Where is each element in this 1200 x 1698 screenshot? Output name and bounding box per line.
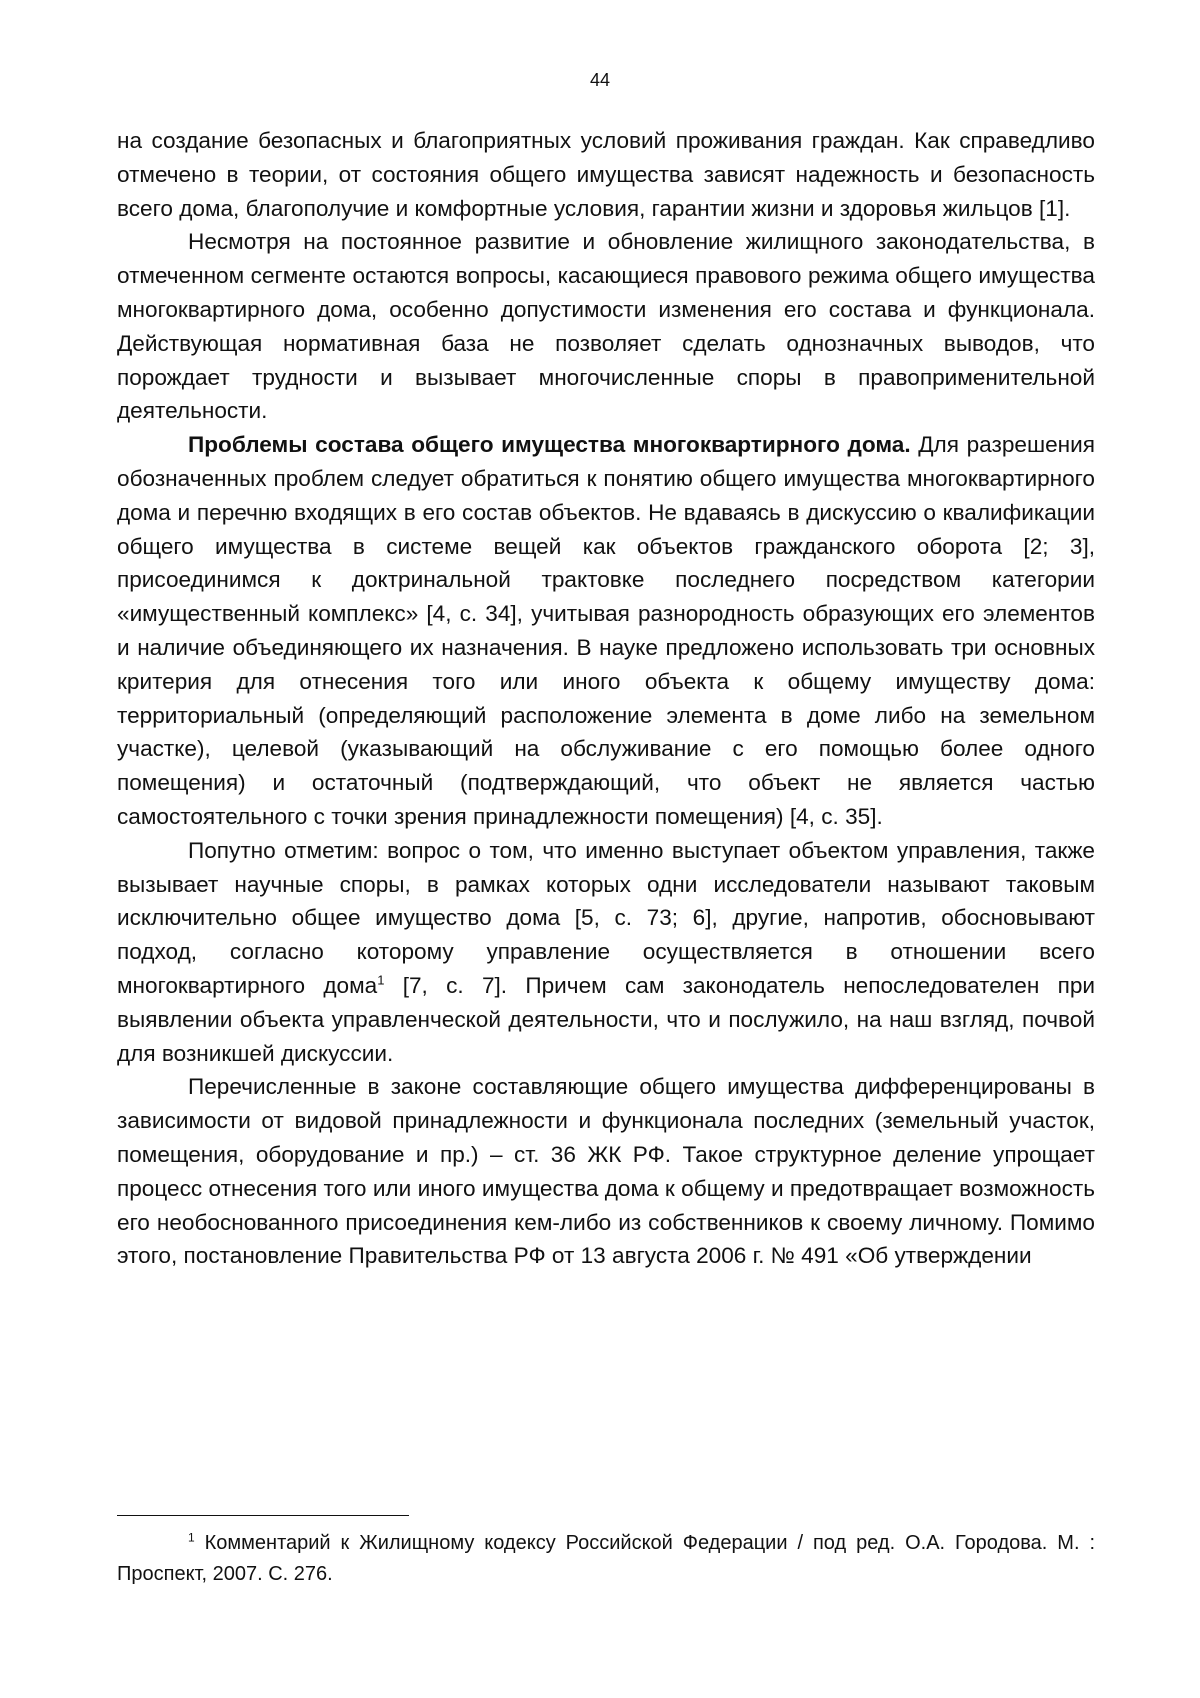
paragraph-4-text-after: [7, с. 7]. Причем сам законодатель непоследователен при выявлении объекта управленческой деятельности, что и послужило, на наш взгляд, почвой для возникшей дискуссии. [117, 972, 1096, 1066]
footnote-text: Комментарий к Жилищному кодексу Российской Федерации / под ред. О.А. Городова. М. : Проспект, 2007. С. 276. [117, 1532, 1095, 1585]
paragraph-4 [117, 834, 1095, 1071]
paragraph-3 [117, 428, 1095, 834]
paragraph-5 [117, 1070, 1095, 1273]
paragraph-1 [117, 124, 1095, 225]
page-number: 44 [589, 70, 611, 90]
paragraph-3-text: Для разрешения обозначенных проблем следует обратиться к понятию общего имущества многоквартирного дома и перечню входящих в его состав объектов. Не вдаваясь в дискуссию о квалификации общего имущества в системе вещей как объектов гражданского оборота [2; 3], присоединимся к доктринальной трактовке последнего посредством категории «имущественный комплекс» [4, с. 34], учитывая разнородность образующих его элементов и наличие объединяющего их назначения. В науке предложено использовать три основных критерия для отнесения того или иного объекта к общему имуществу дома: территориальный (определяющий расположение элемента в доме либо на земельном участке), целевой (указывающий на обслуживание с его помощью более одного помещения) и остаточный (подтверждающий, что объект не является частью самостоятельного с точки зрения принадлежности помещения) [4, с. 35]. [117, 432, 1095, 829]
section-heading: Проблемы состава общего имущества многоквартирного дома. [188, 432, 911, 458]
footnote-divider [117, 1515, 409, 1516]
main-text [117, 124, 1095, 1273]
footnote [117, 1528, 1095, 1590]
paragraph-2-text: Несмотря на постоянное развитие и обновление жилищного законодательства, в отмеченном сегменте остаются вопросы, касающиеся правового режима общего имущества многоквартирного дома, особенно допустимости изменения его состава и функционала. Действующая нормативная база не позволяет сделать однозначных выводов, что порождает трудности и вызывает многочисленные споры в правоприменительной деятельности. [117, 229, 1095, 424]
paragraph-4-text: Попутно отметим: вопрос о том, что именно выступает объектом управления, также вызывает научные споры, в рамках которых одни исследователи называют таковым исключительно общее имущество дома [5, с. 73; 6], другие, напротив, обосновывают подход, согласно которому управление осуществляется в отношении всего многоквартирного дома [117, 837, 1095, 998]
footnote-reference[interactable]: 1 [377, 972, 385, 988]
paragraph-1-text: на создание безопасных и благоприятных условий проживания граждан. Как справедливо отмечено в теории, от состояния общего имущества зависят надежность и безопасность всего дома, благополучие и комфортные условия, гарантии жизни и здоровья жильцов [1]. [117, 128, 1095, 221]
paragraph-5-text: Перечисленные в законе составляющие общего имущества дифференцированы в зависимости от видовой принадлежности и функционала последних (земельный участок, помещения, оборудование и пр.) – ст. 36 ЖК РФ. Такое структурное деление упрощает процесс отнесения того или иного имущества дома к общему и предотвращает возможность его необоснованного присоединения кем-либо из собственников к своему личному. Помимо этого, постановление Правительства РФ от 13 августа 2006 г. № 491 «Об утверждении [117, 1074, 1095, 1269]
footnote-mark: 1 [188, 1530, 195, 1545]
paragraph-2 [117, 225, 1095, 428]
